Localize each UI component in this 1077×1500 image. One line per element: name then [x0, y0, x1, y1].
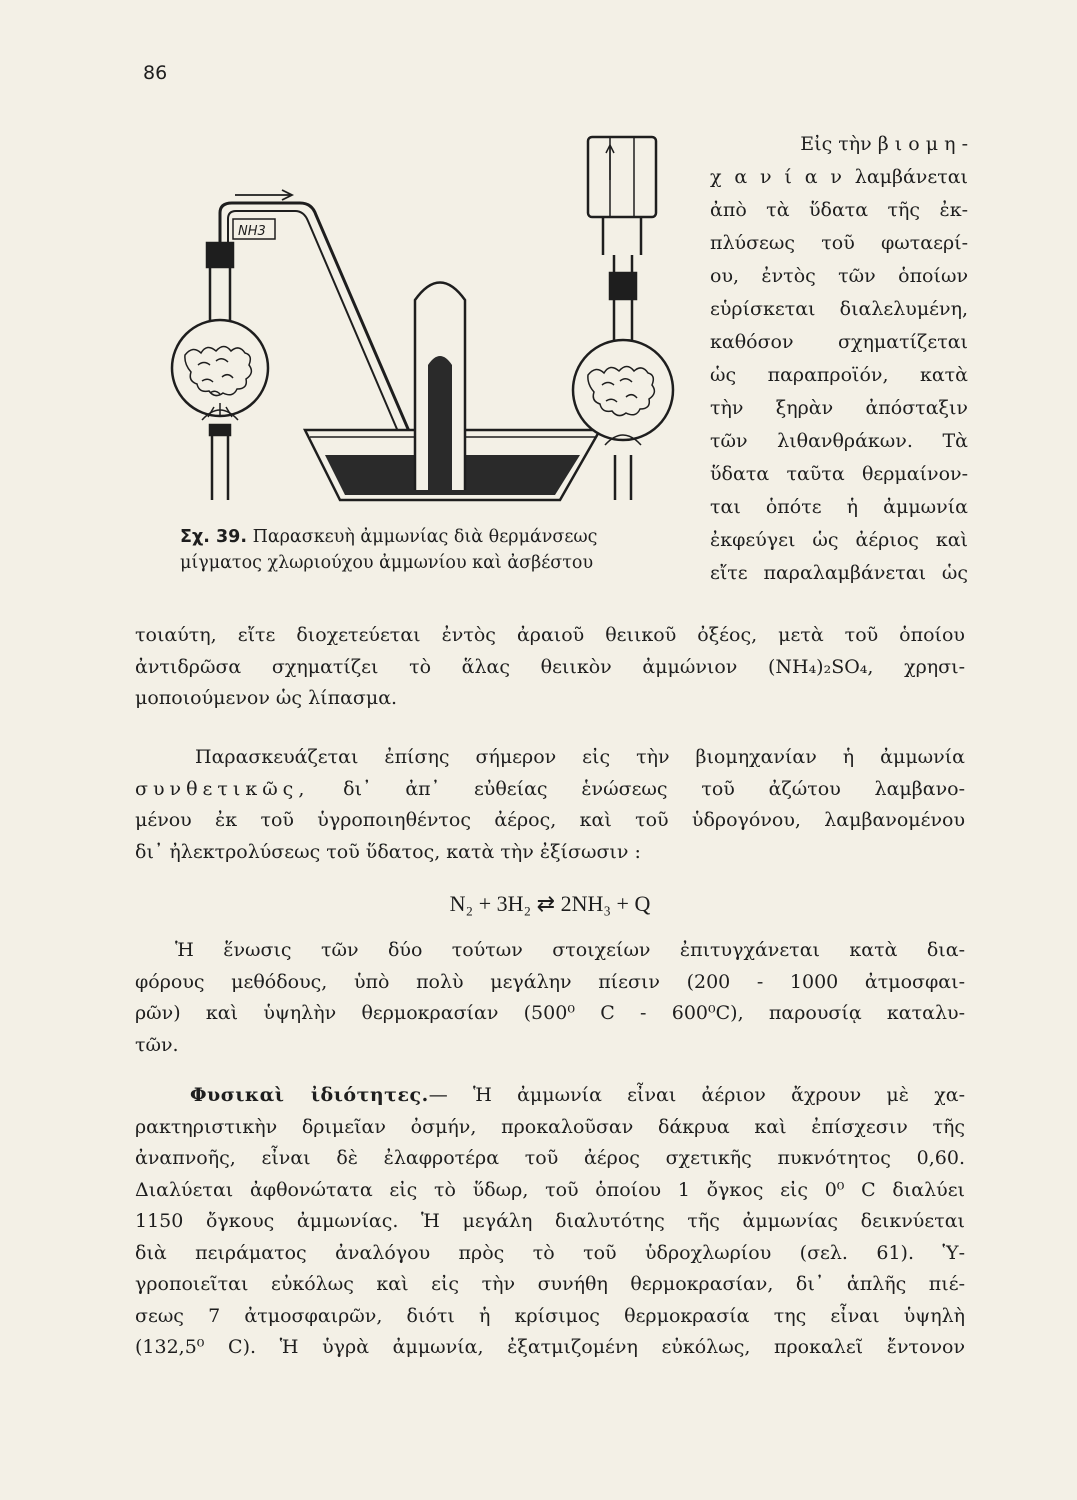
text-line: ἀντιδρῶσα σχηματίζει τὸ ἅλας θειικὸν ἀμμώνιον (NH₄)₂SO₄, χρησι- — [135, 655, 965, 678]
side-line: καθόσον σχηματίζεται — [710, 331, 968, 353]
side-line: χ α ν ί α ν λαμβάνεται — [710, 166, 968, 188]
text-line: ρακτηριστικὴν δριμεῖαν ὀσμήν, προκαλοῦσαν δάκρυα καὶ ἐπίσχεσιν τῆς — [135, 1115, 965, 1138]
text-line: Διαλύεται ἀφθονώτατα εἰς τὸ ὕδωρ, τοῦ ὁποίου 1 ὄγκος εἰς 0⁰ C διαλύει — [135, 1178, 965, 1201]
paragraph-3 — [135, 935, 965, 1061]
paragraph-2 — [135, 742, 965, 868]
text-line: τοιαύτη, εἴτε διοχετεύεται ἐντὸς ἀραιοῦ θειικοῦ ὀξέος, μετὰ τοῦ ὁποίου — [135, 624, 965, 646]
text-line: μοποιούμενον ὡς λίπασμα. — [135, 687, 398, 709]
text-line: διὰ πειράματος ἀναλόγου πρὸς τὸ τοῦ ὑδροχλωρίου (σελ. 61). Ὑ- — [135, 1241, 965, 1264]
side-line: τὴν ξηρὰν ἀπόσταξιν — [710, 397, 968, 419]
text-line: — Ἡ ἀμμωνία εἶναι ἀέριον ἄχρουν μὲ χα- — [428, 1084, 965, 1106]
page-number: 86 — [143, 62, 168, 84]
text-line: δι᾽ ἠλεκτρολύσεως τοῦ ὕδατος, κατὰ τὴν ἐξίσωσιν : — [135, 840, 641, 863]
text-line: ρῶν) καὶ ὑψηλὴν θερμοκρασίαν (500⁰ C - 600⁰C), παρουσίᾳ καταλυ- — [135, 1002, 965, 1024]
side-line: ται ὁπότε ἡ ἀμμωνία — [710, 496, 968, 518]
caption-line-2: μίγματος χλωριούχου ἀμμωνίου καὶ ἀσβέστου — [180, 553, 594, 573]
side-line: εἴτε παραλαμβάνεται ὡς — [710, 562, 968, 584]
text-line: ἀναπνοῆς, εἶναι δὲ ἐλαφροτέρα τοῦ ἀέρος σχετικῆς πυκνότητος 0,60. — [135, 1147, 965, 1169]
section-heading: Φυσικαὶ ἰδιότητες. — [190, 1084, 429, 1106]
side-line: τῶν λιθανθράκων. Τὰ — [710, 430, 968, 452]
text-line: τῶν. — [135, 1033, 179, 1056]
side-line: ἐκφεύγει ὡς ἀέριος καὶ — [710, 529, 968, 551]
side-line: ὕδατα ταῦτα θερμαίνον- — [710, 463, 968, 485]
caption-line-1: Παρασκευὴ ἀμμωνίας διὰ θερμάνσεως — [252, 527, 598, 547]
side-line: Εἰς τὴν β ι ο μ η - — [800, 133, 968, 155]
text-line: Ἡ ἕνωσις τῶν δύο τούτων στοιχείων ἐπιτυγχάνεται κατὰ δια- — [175, 939, 965, 961]
tube-label: NH3 — [238, 224, 266, 239]
equation: N₂ + 3H₂ ⇄ 2NH₃ + Q — [449, 891, 651, 916]
text-line: μένου ἐκ τοῦ ὑγροποιηθέντος ἀέρος, καὶ τοῦ ὑδρογόνου, λαμβανομένου — [135, 809, 965, 831]
text-line: δι᾽ ἀπ᾽ εὐθείας ἑνώσεως τοῦ ἀζώτου λαμβανο- — [343, 777, 965, 800]
side-line: ου, ἐντὸς τῶν ὁποίων — [710, 265, 968, 287]
spaced-word: συνθετικῶς, — [135, 777, 310, 800]
side-line: πλύσεως τοῦ φωταερί- — [710, 232, 968, 254]
side-line: ὡς παραπροϊόν, κατὰ — [710, 364, 968, 386]
text-line: γροποιεῖται εὐκόλως καὶ εἰς τὴν συνήθη θερμοκρασίαν, δι᾽ ἁπλῆς πιέ- — [135, 1273, 965, 1295]
text-line: 1150 ὄγκους ἀμμωνίας. Ἡ μεγάλη διαλυτότης τῆς ἀμμωνίας δεικνύεται — [135, 1210, 965, 1232]
side-line: ἀπὸ τὰ ὕδατα τῆς ἐκ- — [710, 199, 968, 221]
text-line: (132,5⁰ C). Ἡ ὑγρὰ ἀμμωνία, ἐξατμιζομένη εὐκόλως, προκαλεῖ ἔντονον — [135, 1336, 965, 1358]
apparatus-illustration — [140, 125, 685, 520]
paragraph-1 — [135, 620, 965, 715]
figure-number: Σχ. 39. — [180, 527, 247, 547]
text-line: σεως 7 ἀτμοσφαιρῶν, διότι ἡ κρίσιμος θερμοκρασία της εἶναι ὑψηλὴ — [135, 1304, 965, 1327]
figure-caption — [180, 524, 700, 576]
text-line: Παρασκευάζεται ἐπίσης σήμερον εἰς τὴν βιομηχανίαν ἡ ἀμμωνία — [195, 746, 965, 768]
side-text — [710, 128, 968, 590]
section-physical-properties — [135, 1080, 965, 1364]
side-line: εὑρίσκεται διαλελυμένη, — [710, 298, 968, 320]
text-line: φόρους μεθόδους, ὑπὸ πολὺ μεγάλην πίεσιν (200 - 1000 ἀτμοσφαι- — [135, 970, 965, 993]
